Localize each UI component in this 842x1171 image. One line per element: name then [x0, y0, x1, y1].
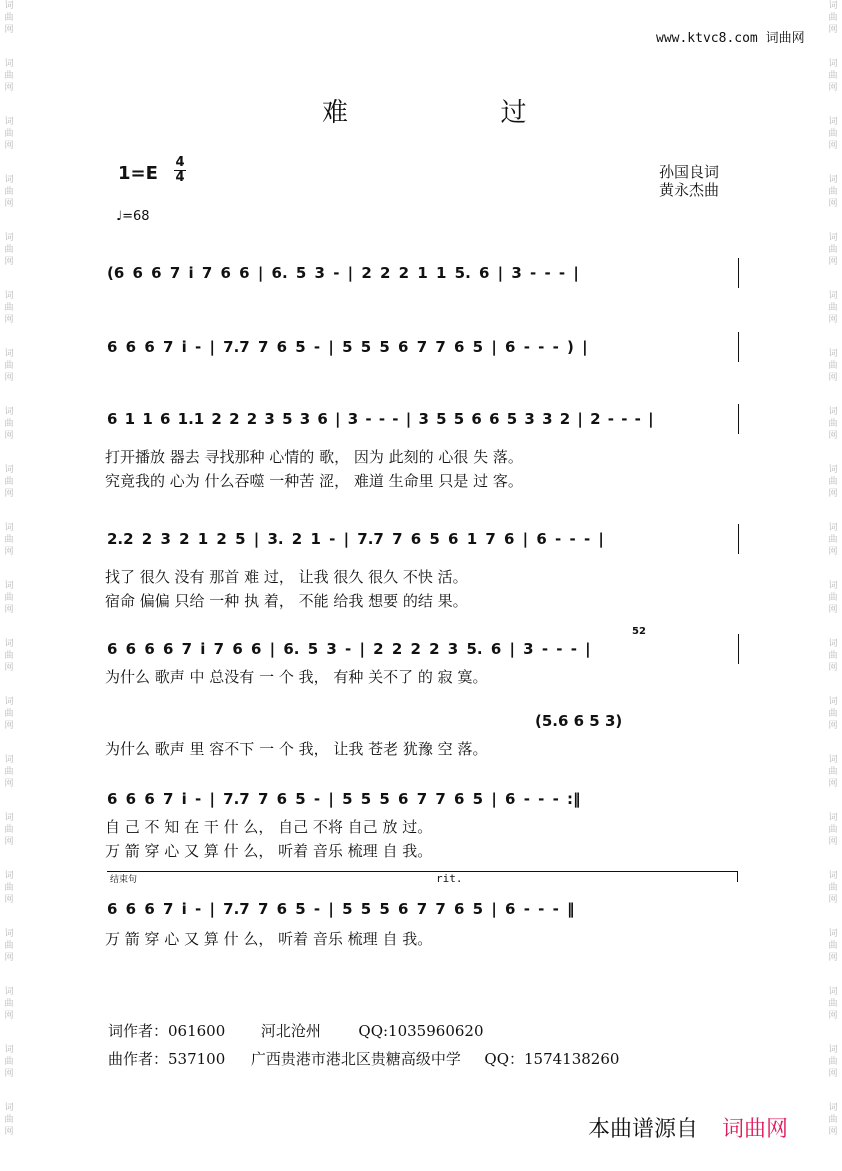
credit-line-1: [108, 1020, 484, 1041]
lyricist-location: 河北沧州: [260, 1022, 321, 1040]
footer-brand-link[interactable]: 词曲网: [722, 1117, 789, 1142]
watermark-char: 词: [828, 291, 838, 301]
watermark-char: 曲: [828, 1057, 838, 1067]
watermark-char: 网: [828, 431, 838, 441]
watermark-char: 曲: [828, 129, 838, 139]
watermark-char: 网: [828, 721, 838, 731]
watermark-char: 曲: [828, 71, 838, 81]
watermark-char: 词: [4, 349, 14, 359]
composer-location: 广西贵港市港北区贵糖高级中学: [250, 1050, 461, 1068]
watermark-char: 曲: [828, 303, 838, 313]
lyric-verse-2: 万 箭 穿 心 又 算 什 么， 听着 音乐 梳理 自 我。: [105, 842, 433, 860]
watermark-char: 网: [4, 547, 14, 557]
watermark-char: 网: [828, 83, 838, 93]
composer: 黄永杰曲: [659, 181, 720, 199]
watermark-char: 曲: [828, 245, 838, 255]
watermark-char: 网: [828, 895, 838, 905]
watermark-char: 网: [4, 605, 14, 615]
time-signature: 4 4: [175, 155, 185, 185]
watermark-char: 词: [4, 291, 14, 301]
watermark-char: 词: [4, 233, 14, 243]
watermark-char: 曲: [4, 1057, 14, 1067]
watermark-char: 网: [828, 547, 838, 557]
watermark-char: 曲: [828, 187, 838, 197]
barline: [738, 524, 739, 554]
watermark-char: 曲: [4, 1115, 14, 1125]
watermark-char: 网: [828, 1069, 838, 1079]
watermark-char: 词: [828, 175, 838, 185]
watermark-char: 曲: [4, 825, 14, 835]
watermark-char: 网: [4, 373, 14, 383]
watermark-char: 网: [4, 431, 14, 441]
rit-mark: rit.: [436, 872, 463, 885]
watermark-char: 网: [4, 25, 14, 35]
barline: [738, 258, 739, 288]
watermark-char: 词: [4, 581, 14, 591]
watermark-char: 曲: [828, 767, 838, 777]
watermark-char: 网: [828, 779, 838, 789]
watermark-char: 网: [4, 837, 14, 847]
watermark-char: 网: [828, 25, 838, 35]
watermark-char: 网: [828, 837, 838, 847]
barline: [738, 404, 739, 434]
lyric-verse-1: 找了 很久 没有 那首 难 过， 让我 很久 很久 不快 活。: [105, 568, 468, 586]
watermark-char: 网: [828, 1011, 838, 1021]
watermark-char: 曲: [828, 1115, 838, 1125]
watermark-char: 词: [828, 117, 838, 127]
watermark-char: 曲: [828, 13, 838, 23]
watermark-char: 曲: [828, 361, 838, 371]
watermark-char: 网: [4, 895, 14, 905]
barline: [738, 332, 739, 362]
lyric-verse-2: 究竟我的 心为 什么吞噬 一种苦 涩， 难道 生命里 只是 过 客。: [105, 472, 523, 490]
watermark-char: 曲: [4, 941, 14, 951]
composer-qq: QQ：1574138260: [484, 1050, 620, 1068]
watermark-char: 网: [4, 779, 14, 789]
watermark-char: 曲: [828, 535, 838, 545]
watermark-char: 曲: [4, 71, 14, 81]
title-char-2: 过: [500, 98, 529, 128]
watermark-char: 曲: [4, 593, 14, 603]
watermark-char: 词: [4, 1045, 14, 1055]
watermark-char: 词: [828, 1103, 838, 1113]
watermark-char: 词: [828, 1, 838, 11]
watermark-char: 词: [4, 1, 14, 11]
watermark-char: 词: [4, 465, 14, 475]
notation-line: 6 6 6 7 i - | 7.7 7 6 5 - | 5 5 5 6 7 7 6 5 | 6 - - - ‖: [107, 900, 575, 918]
interlude-notation: (5.6 6 5 3): [535, 712, 623, 730]
key-signature: 1=E: [118, 163, 158, 184]
watermark-char: 曲: [4, 13, 14, 23]
footer-source: [588, 1112, 788, 1143]
watermark-char: 曲: [828, 825, 838, 835]
watermark-char: 网: [4, 83, 14, 93]
watermark-char: 曲: [4, 999, 14, 1009]
watermark-char: 词: [4, 755, 14, 765]
right-watermark-column: [826, 0, 840, 1171]
composer-zip: 曲作者：537100: [108, 1050, 226, 1068]
watermark-char: 网: [4, 1069, 14, 1079]
watermark-char: 网: [828, 489, 838, 499]
footer-source-text: 本曲谱源自: [588, 1117, 699, 1142]
watermark-char: 词: [828, 59, 838, 69]
watermark-char: 词: [4, 639, 14, 649]
watermark-char: 网: [4, 663, 14, 673]
watermark-char: 曲: [828, 477, 838, 487]
watermark-char: 词: [828, 929, 838, 939]
watermark-char: 词: [4, 59, 14, 69]
watermark-char: 网: [4, 257, 14, 267]
lyric-verse-1: 打开播放 器去 寻找那种 心情的 歌， 因为 此刻的 心很 失 落。: [105, 448, 523, 466]
notation-line: 6 6 6 6 7 i 7 6 6 | 6. 5 3 - | 2 2 2 2 3 5. 6 | 3 - - - |: [107, 640, 591, 658]
watermark-char: 曲: [4, 477, 14, 487]
watermark-char: 词: [828, 465, 838, 475]
watermark-char: 曲: [4, 419, 14, 429]
watermark-char: 曲: [4, 361, 14, 371]
notation-line: 6 1 1 6 1.1 2 2 2 3 5 3 6 | 3 - - - | 3 5 5 6 6 5 3 3 2 | 2 - - - |: [107, 410, 654, 428]
watermark-char: 网: [4, 489, 14, 499]
watermark-char: 网: [4, 721, 14, 731]
watermark-char: 词: [828, 1045, 838, 1055]
watermark-char: 网: [4, 199, 14, 209]
watermark-char: 词: [828, 755, 838, 765]
watermark-char: 词: [828, 871, 838, 881]
watermark-char: 曲: [4, 303, 14, 313]
watermark-char: 曲: [828, 593, 838, 603]
watermark-char: 词: [828, 697, 838, 707]
watermark-char: 词: [4, 987, 14, 997]
watermark-char: 词: [4, 871, 14, 881]
site-name[interactable]: 词曲网: [765, 31, 805, 46]
watermark-char: 曲: [828, 883, 838, 893]
notation-line: 2.2 2 3 2 1 2 5 | 3. 2 1 - | 7.7 7 6 5 6 1 7 6 | 6 - - - |: [107, 530, 604, 548]
site-header: [656, 27, 805, 46]
watermark-char: 网: [828, 1127, 838, 1137]
watermark-char: 网: [4, 953, 14, 963]
watermark-char: 曲: [4, 187, 14, 197]
watermark-char: 词: [828, 349, 838, 359]
watermark-char: 网: [828, 605, 838, 615]
watermark-char: 曲: [4, 651, 14, 661]
watermark-char: 词: [828, 639, 838, 649]
watermark-char: 词: [828, 523, 838, 533]
lyric-line: 为什么 歌声 中 总没有 一 个 我， 有种 关不了 的 寂 寞。: [105, 668, 488, 686]
watermark-char: 曲: [828, 419, 838, 429]
credit-line-2: [108, 1048, 619, 1069]
left-watermark-column: [2, 0, 16, 1171]
tempo-mark: ♩=68: [116, 209, 150, 224]
watermark-char: 网: [4, 141, 14, 151]
watermark-char: 曲: [4, 767, 14, 777]
watermark-char: 网: [4, 1011, 14, 1021]
watermark-char: 词: [4, 1103, 14, 1113]
watermark-char: 词: [4, 813, 14, 823]
lyric-line: 为什么 歌声 里 容不下 一 个 我， 让我 苍老 犹豫 空 落。: [105, 740, 488, 758]
ending-bracket: [107, 871, 738, 882]
notation-line: 6 6 6 7 i - | 7.7 7 6 5 - | 5 5 5 6 7 7 6 5 | 6 - - - :‖: [107, 790, 581, 808]
watermark-char: 曲: [4, 883, 14, 893]
lyric-verse-1: 自 己 不 知 在 干 什 么， 自己 不将 自己 放 过。: [105, 818, 433, 836]
watermark-char: 网: [828, 663, 838, 673]
watermark-char: 网: [4, 1127, 14, 1137]
watermark-char: 网: [828, 373, 838, 383]
watermark-char: 词: [4, 175, 14, 185]
lyricist-qq: QQ:1035960620: [358, 1022, 484, 1040]
watermark-char: 词: [828, 987, 838, 997]
watermark-char: 词: [828, 233, 838, 243]
song-title: [322, 92, 529, 129]
credits-top: [659, 163, 719, 199]
title-char-1: 难: [322, 98, 351, 128]
watermark-char: 曲: [4, 709, 14, 719]
watermark-char: 曲: [828, 941, 838, 951]
watermark-char: 曲: [828, 709, 838, 719]
ending-label: 结束句: [110, 875, 138, 885]
watermark-char: 词: [4, 117, 14, 127]
watermark-char: 曲: [4, 535, 14, 545]
watermark-char: 曲: [4, 245, 14, 255]
watermark-char: 曲: [4, 129, 14, 139]
watermark-char: 词: [4, 407, 14, 417]
watermark-char: 网: [828, 315, 838, 325]
watermark-char: 网: [828, 953, 838, 963]
watermark-char: 词: [4, 929, 14, 939]
watermark-char: 词: [828, 581, 838, 591]
lyricist: 孙国良词: [659, 163, 720, 181]
site-url[interactable]: www.ktvc8.com: [656, 31, 758, 46]
watermark-char: 词: [828, 407, 838, 417]
watermark-char: 词: [4, 523, 14, 533]
lyric-verse-2: 宿命 偏偏 只给 一种 执 着， 不能 给我 想要 的结 果。: [105, 592, 468, 610]
watermark-char: 词: [828, 813, 838, 823]
watermark-char: 词: [4, 697, 14, 707]
watermark-char: 网: [828, 199, 838, 209]
lyric-line: 万 箭 穿 心 又 算 什 么， 听着 音乐 梳理 自 我。: [105, 930, 433, 948]
notation-line: (6 6 6 7 i 7 6 6 | 6. 5 3 - | 2 2 2 1 1 5. 6 | 3 - - - |: [107, 264, 579, 282]
breath-mark: 52: [632, 626, 646, 637]
watermark-char: 网: [4, 315, 14, 325]
watermark-char: 曲: [828, 651, 838, 661]
watermark-char: 网: [828, 257, 838, 267]
watermark-char: 曲: [828, 999, 838, 1009]
notation-line: 6 6 6 7 i - | 7.7 7 6 5 - | 5 5 5 6 7 7 6 5 | 6 - - - ) |: [107, 338, 588, 356]
barline: [738, 634, 739, 664]
lyricist-zip: 词作者：061600: [108, 1022, 226, 1040]
watermark-char: 网: [828, 141, 838, 151]
